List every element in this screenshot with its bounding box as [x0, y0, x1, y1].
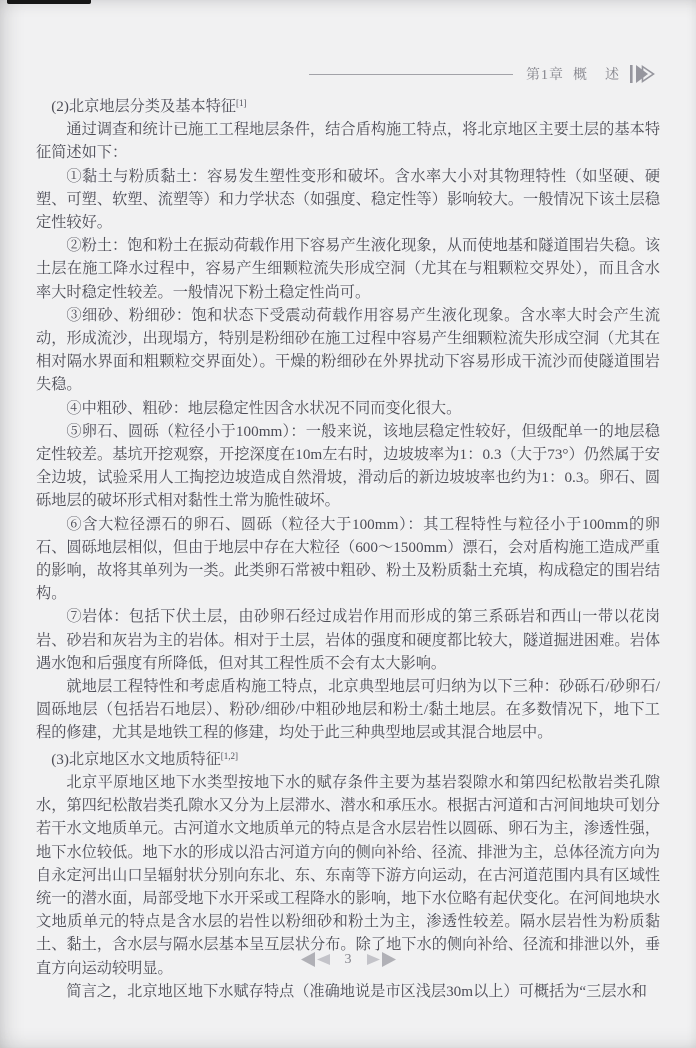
paragraph-text: 北京平原地区地下水类型按地下水的赋存条件主要为基岩裂隙水和第四纪松散岩类孔隙水，第四纪松散岩类孔隙水又分为上层滞水、潜水和承压水。根据古河道和古河间地块可划分若干水文地质单元。古河道水文地质单元的特点是含水层岩性以圆砾、卵石为主，渗透性强，地下水位较低。地下水的形成以沿古河道方向的侧向补给、径流、排泄为主，总体径流方向为自永定河出山口呈辐射状分别向东北、东、东南等下游方向运动，在古河道范围内具有区域性统一的潜水面，局部受地下水开采或工程降水的影响，地下水位略有起伏变化。在河间地块水文地质单元的特点是含水层的岩性以粉细砂和粉土为主，渗透性较差。隔水层岩性为粉质黏土、黏土，含水层与隔水层基本呈互层状分布。除了地下水的侧向补给、径流和排泄以外，垂直方向运动较明显。 — [36, 773, 660, 977]
section-heading — [36, 745, 660, 771]
paragraph-text: 就地层工程特性和考虑盾构施工特点，北京典型地层可归纳为以下三种：砂砾石/砂卵石/圆砾地层（包括岩石地层）、粉砂/细砂/中粗砂地层和粉土/黏土地层。在多数情况下，地下工程的修建，尤其是地铁工程的修建，均处于此三种典型地层或其混合地层中。 — [36, 678, 660, 742]
page-header — [309, 62, 656, 86]
paragraph-text: 简言之，北京地区地下水赋存特点（准确地说是市区浅层30m以上）可概括为“三层水和 — [66, 982, 647, 1000]
paragraph — [36, 771, 660, 980]
scan-artifact-bar — [7, 0, 91, 4]
header-rule — [309, 74, 513, 75]
page-number: 3 — [344, 951, 352, 967]
paragraph-text: ⑤卵石、圆砾（粒径小于100mm）：一般来说，该地层稳定性较好，但级配单一的地层稳定性较差。基坑开挖观察，开挖深度在10m左右时，边坡坡率为1：0.3（大于73°）仍然属于安全边坡，试验采用人工掏挖边坡造成自然滑坡，滑动后的新边坡坡率也约为1：0.3。卵石、圆砾地层的破坏形式相对黏性土常为脆性破坏。 — [36, 422, 660, 510]
paragraph-text: ③细砂、粉细砂：饱和状态下受震动荷载作用容易产生液化现象。含水率大时会产生流动，形成流沙，出现塌方，特别是粉细砂在施工过程中容易产生细颗粒流失形成空洞（尤其在相对隔水界面和粗颗粒交界面处）。干燥的粉细砂在外界扰动下容易形成干流沙而使隧道围岩失稳。 — [36, 306, 660, 394]
paragraph-text: (2)北京地层分类及基本特征 — [51, 98, 236, 115]
paragraph — [36, 304, 660, 397]
chapter-number: 第1章 — [526, 68, 564, 83]
paragraph-text: ⑦岩体：包括下伏土层，由砂卵石经过成岩作用而形成的第三系砾岩和西山一带以花岗岩、砂岩和灰岩为主的岩体。相对于土层，岩体的强度和硬度都比较大，隧道掘进困难。岩体遇水饱和后强度有所降低，但对其工程性质不会有太大影响。 — [36, 608, 660, 672]
paragraph-text: ④中粗砂、粗砂：地层稳定性因含水状况不同而变化很大。 — [66, 399, 462, 417]
page-footer — [36, 951, 660, 968]
paragraph-text: ①黏土与粉质黏土：容易发生塑性变形和破坏。含水率大小对其物理特性（如坚硬、硬塑、可塑、软塑、流塑等）和力学状态（如强度、稳定性等）影响较大。一般情况下该土层稳定性较好。 — [36, 167, 660, 232]
section-heading — [36, 92, 660, 118]
paragraph — [36, 420, 660, 513]
page-content — [36, 92, 660, 1003]
paragraph — [36, 980, 660, 1003]
reference-superscript: [1] — [235, 98, 247, 108]
paragraph — [36, 165, 660, 235]
reference-superscript: [1,2] — [220, 750, 239, 761]
prev-page-icon — [299, 951, 333, 968]
paragraph — [36, 605, 660, 675]
paragraph — [36, 675, 660, 745]
paragraph-text: ②粉土：饱和粉土在振动荷载作用下容易产生液化现象，从而使地基和隧道围岩失稳。该土层在施工降水过程中，容易产生细颗粒流失形成空洞（尤其在与粗颗粒交界处），而且含水率大时稳定性较差。一般情况下粉土稳定性尚可。 — [36, 237, 660, 301]
chapter-marker-icon — [629, 62, 656, 86]
paragraph-text: 通过调查和统计已施工工程地层条件，结合盾构施工特点，将北京地区主要土层的基本特征简述如下： — [36, 121, 660, 162]
paragraph — [36, 234, 660, 304]
paragraph — [36, 397, 660, 420]
paragraph — [36, 513, 660, 606]
next-page-icon — [364, 951, 398, 968]
chapter-title: 概 述 — [573, 68, 621, 83]
paragraph-text: ⑥含大粒径漂石的卵石、圆砾（粒径大于100mm）：其工程特性与粒径小于100mm的卵石、圆砾地层相似，但由于地层中存在大粒径（600～1500mm）漂石，会对盾构施工造成严重的影响，故将其单列为一类。此类卵石常被中粗砂、粉土及粉质黏土充填，构成稳定的围岩结构。 — [36, 515, 660, 603]
paragraph-text: (3)北京地区水文地质特征 — [51, 750, 221, 768]
paragraph — [36, 118, 660, 164]
